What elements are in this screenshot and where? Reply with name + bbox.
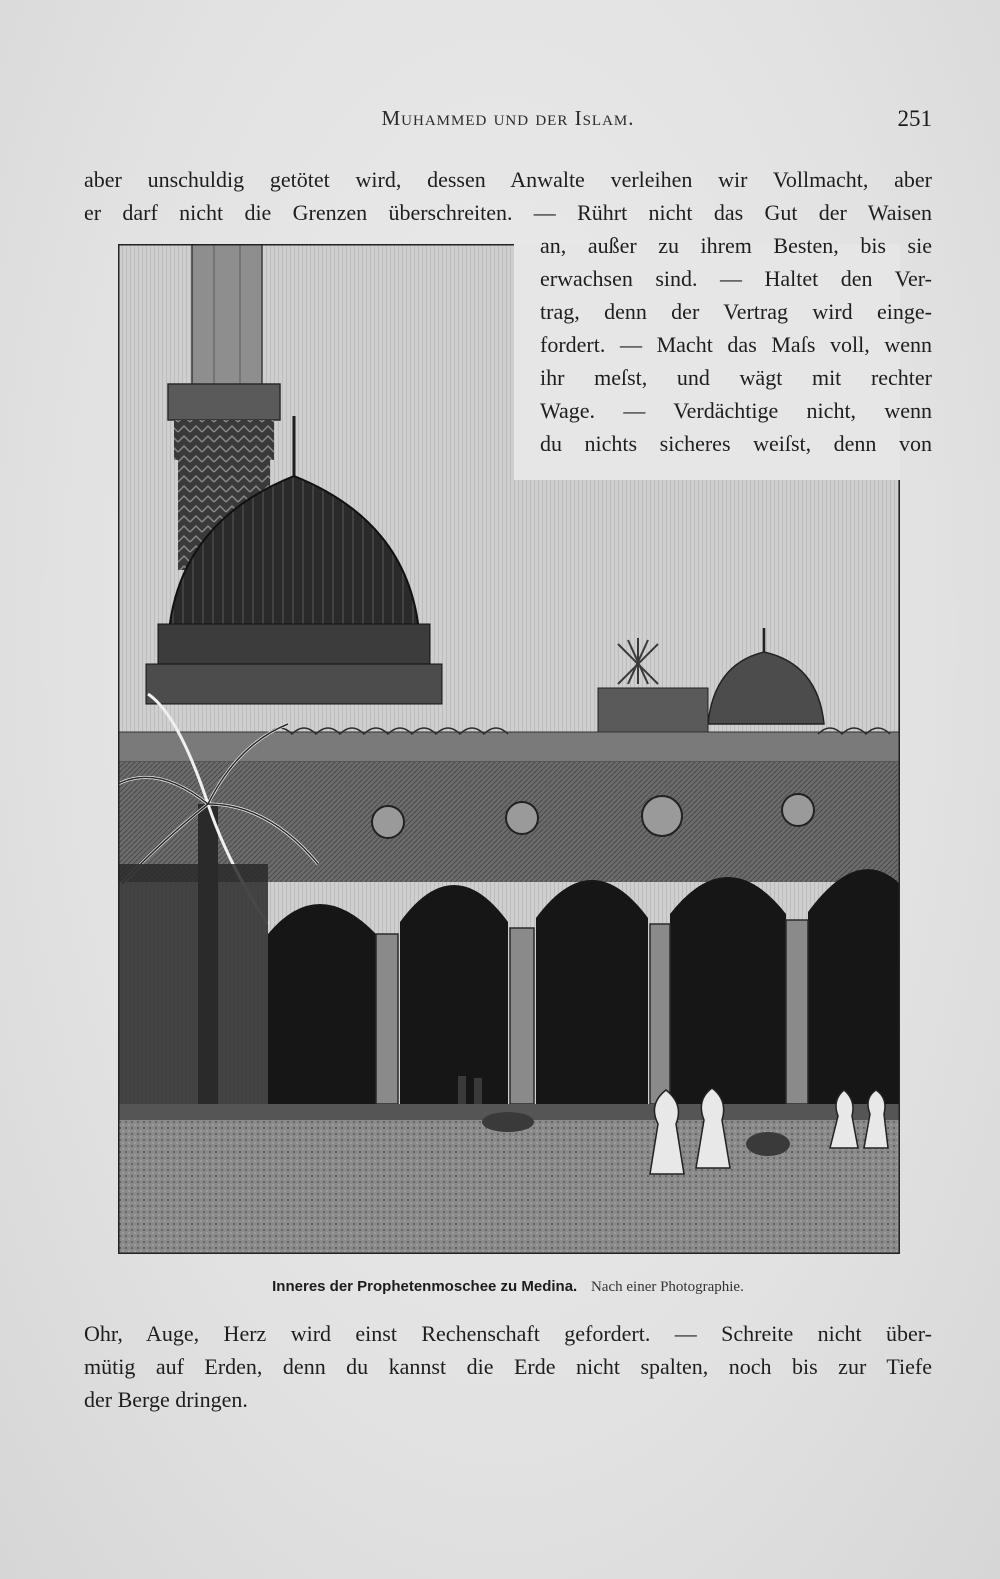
body-text-line: ihr meſst, und wägt mit rechter xyxy=(540,365,932,390)
body-text-line: trag, denn der Vertrag wird einge- xyxy=(540,299,932,324)
figure-caption xyxy=(84,1278,932,1296)
body-text-line: Wage. — Verdächtige nicht, wenn xyxy=(540,398,932,423)
running-title: Muhammed und der Islam. xyxy=(381,106,635,130)
page-number: 251 xyxy=(897,106,932,131)
body-text-line: du nichts sicheres weiſst, denn von xyxy=(540,431,932,456)
body-text-line: erwachsen sind. — Haltet den Ver- xyxy=(540,266,932,291)
body-text-line: aber unschuldig getötet wird, dessen Anwalte verleihen wir Vollmacht, aber xyxy=(84,167,932,192)
body-text-line: an, außer zu ihrem Besten, bis sie xyxy=(540,233,932,258)
caption-source: Nach einer Photographie. xyxy=(590,1279,744,1295)
body-text-line: der Berge dringen. xyxy=(84,1387,248,1412)
running-head xyxy=(84,106,932,136)
body-text-line: fordert. — Macht das Maſs voll, wenn xyxy=(540,332,932,357)
body-text-line: Ohr, Auge, Herz wird einst Rechenschaft gefordert. — Schreite nicht über- xyxy=(84,1321,932,1346)
body-text-line: mütig auf Erden, denn du kannst die Erde nicht spalten, noch bis zur Tiefe xyxy=(84,1354,932,1379)
caption-title: Inneres der Prophetenmoschee zu Medina. xyxy=(272,1278,578,1295)
body-text-line: er darf nicht die Grenzen überschreiten. — Rührt nicht das Gut der Waisen xyxy=(84,200,932,225)
